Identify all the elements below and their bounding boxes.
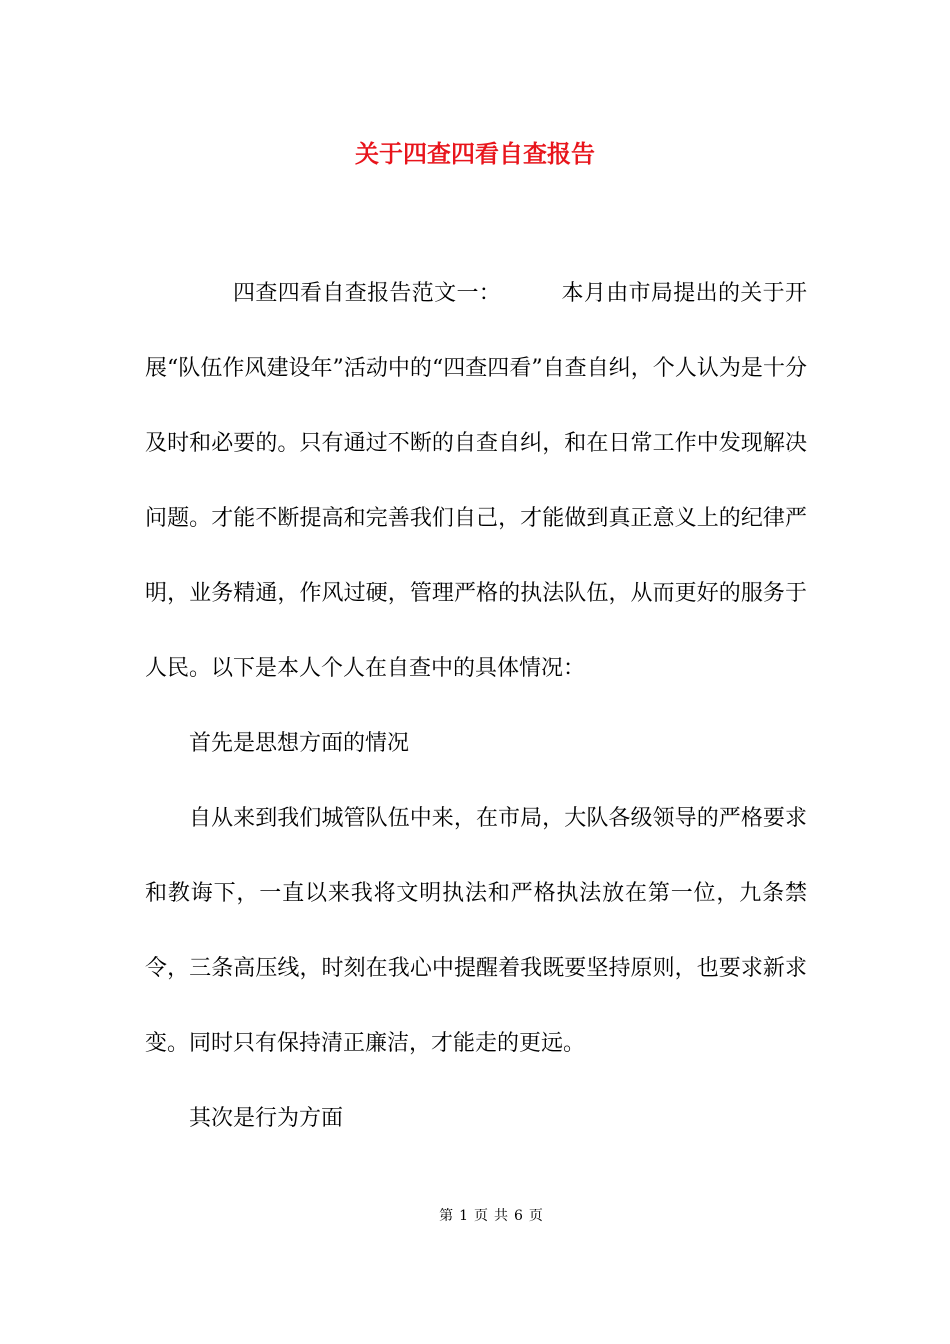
intro-label: 四查四看自查报告范文一： (233, 281, 502, 306)
footer-page-word: 页 (474, 1208, 488, 1224)
footer-total-prefix: 共 (494, 1208, 508, 1224)
footer-current-page: 1 (459, 1208, 468, 1224)
paragraph-heading-thought: 首先是思想方面的情况 (189, 731, 410, 756)
paragraph-text: 本月由市局提出的关于开展“队伍作风建设年”活动中的“四查四看”自查自纠，个人认为是十分及时和必要的。只有通过不断的自查自纠，和在日常工作中发现解决问题。才能不断提高和完善我们自己，才能做到真正意义上的纪律严明，业务精通，作风过硬，管理严格的执法队伍，从而更好的服务于人民。以下是本人个人在自查中的具体情况： (145, 281, 807, 681)
paragraph-thought-detail: 自从来到我们城管队伍中来，在市局，大队各级领导的严格要求和教诲下，一直以来我将文明执法和严格执法放在第一位，九条禁令，三条高压线，时刻在我心中提醒着我既要坚持原则，也要求新求变。同时只有保持清正廉洁，才能走的更远。 (145, 806, 807, 1056)
page-footer (0, 1206, 950, 1226)
document-body (145, 256, 807, 1156)
footer-prefix: 第 (439, 1208, 454, 1224)
document-title: 关于四查四看自查报告 (355, 139, 595, 168)
footer-total-pages: 6 (514, 1208, 523, 1224)
footer-suffix: 页 (528, 1208, 543, 1224)
paragraph-heading-behavior: 其次是行为方面 (189, 1106, 344, 1131)
paragraph-intro (145, 256, 807, 706)
